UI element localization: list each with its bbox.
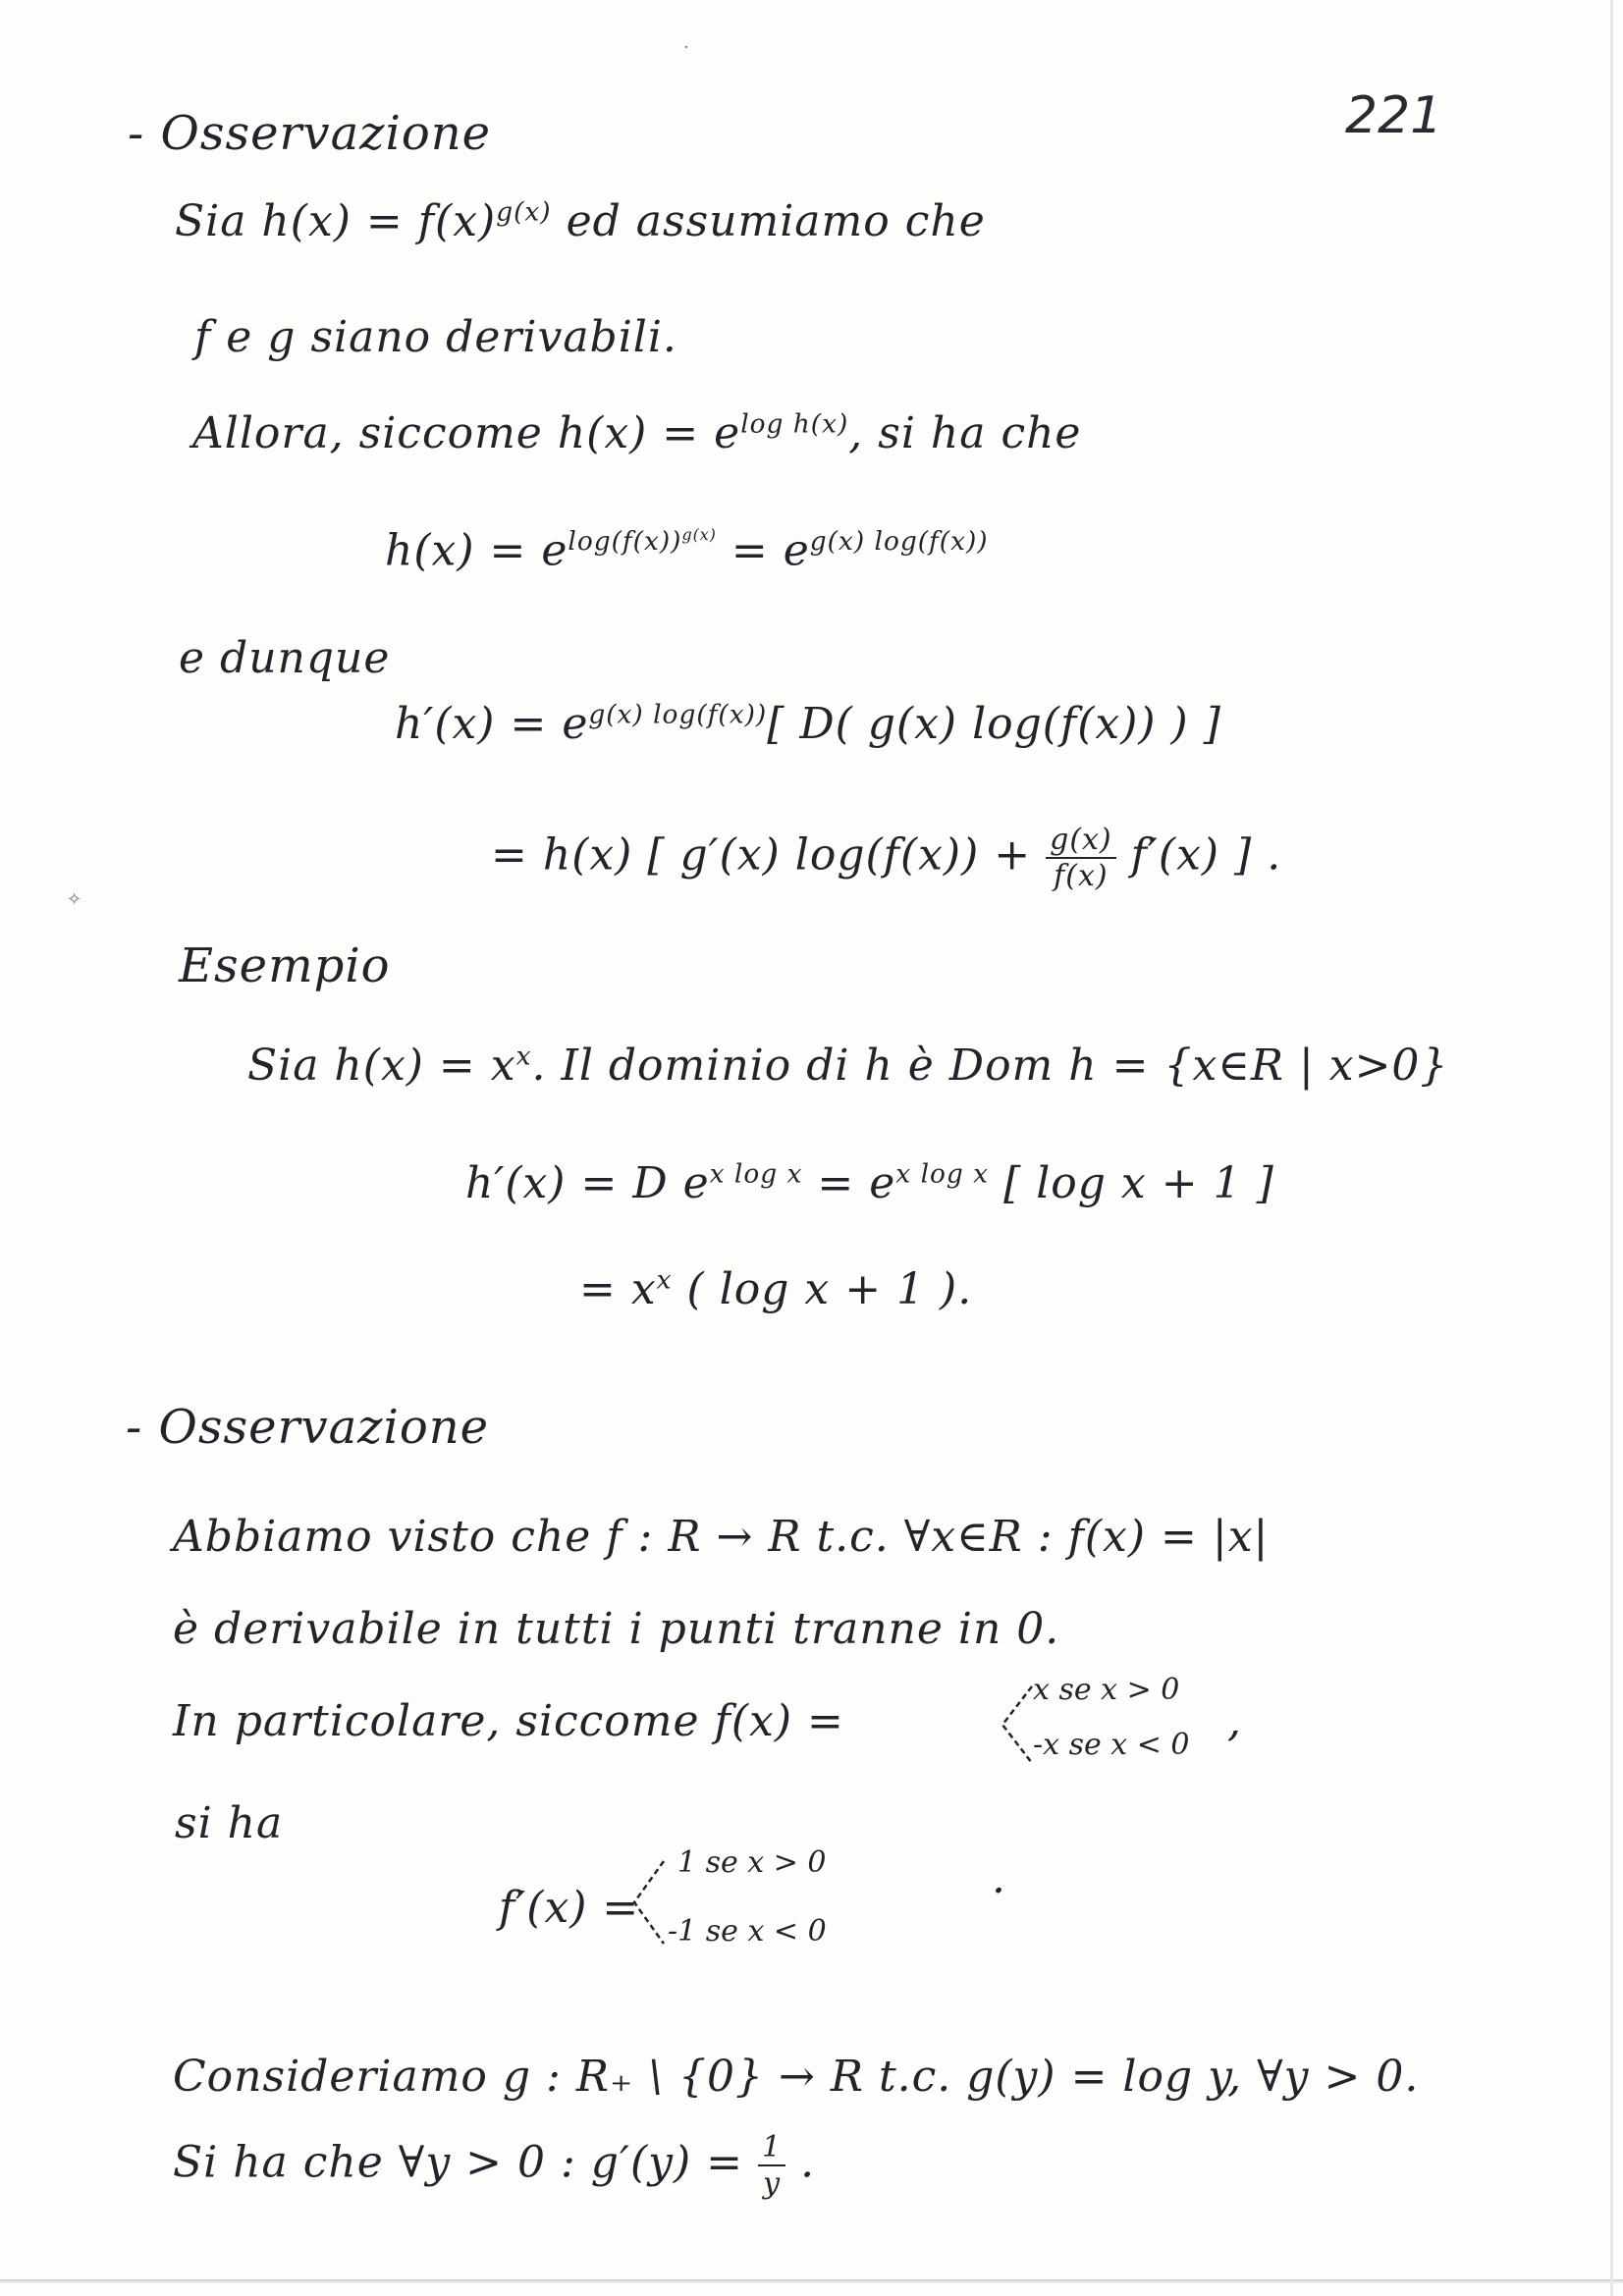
obs1-equation-2 (395, 699, 1221, 749)
obs2-line-4: si ha (175, 1798, 284, 1848)
obs1-eq3-b: f′(x) ] . (1115, 829, 1282, 881)
obs1-line-1-b: ed assumiamo che (551, 196, 986, 246)
obs2-line-1: Abbiamo visto che f : R → R t.c. ∀x∈R : f(x) = |x| (173, 1512, 1270, 1562)
example-eq1-exp1: x log x (709, 1158, 803, 1190)
obs2-line-3-comma: , (1227, 1696, 1242, 1746)
obs2-line-7 (173, 2130, 815, 2201)
page-right-edge (1610, 0, 1613, 2296)
obs1-line-2: f e g siano derivabili. (194, 312, 677, 362)
obs2-line-3: In particolare, siccome f(x) = (173, 1696, 844, 1746)
obs2-line-6: Consideriamo g : R₊ \ {0} → R t.c. g(y) = log y, ∀y > 0. (173, 2052, 1420, 2102)
example-eq2-exp: x (656, 1264, 673, 1296)
observation-2-heading: - Osservazione (126, 1400, 490, 1455)
obs2-line-7-den: y (763, 2166, 782, 2201)
obs2-line-7-a: Si ha che ∀y > 0 : g′(y) = (173, 2137, 758, 2188)
obs1-eq2-a: h′(x) = e (395, 699, 589, 749)
obs1-line-1-a: Sia h(x) = f(x) (175, 196, 497, 246)
example-line-1-b: . Il dominio di h è Dom h = {x∈R | x>0} (531, 1041, 1449, 1091)
obs2-line-7-num: 1 (758, 2130, 785, 2166)
obs2-derivative-period: . (992, 1853, 1006, 1903)
obs1-line-3-a: Allora, siccome h(x) = e (192, 408, 741, 458)
obs1-eq1-exp1: log(f(x)) (568, 525, 682, 557)
obs2-line-7-b: . (785, 2137, 816, 2188)
example-line-1-exp: x (515, 1041, 532, 1072)
obs1-eq1-exp2: g(x) log(f(x)) (809, 525, 989, 557)
page-number: 221 (1345, 86, 1443, 145)
obs1-eq1-mid: = e (716, 525, 810, 576)
obs1-equation-3 (491, 823, 1281, 893)
paper-speck: · (683, 37, 689, 58)
obs2-line-2: è derivabile in tutti i punti tranne in 0. (173, 1604, 1060, 1654)
obs1-eq3-fraction (1046, 823, 1116, 893)
obs1-line-3-exp: log h(x) (740, 408, 849, 440)
obs1-line-3-b: , si ha che (848, 408, 1082, 458)
obs1-eq3-num: g(x) (1046, 823, 1116, 859)
example-eq1-a: h′(x) = D e (465, 1158, 710, 1208)
obs2-case-1: x se x > 0 (1033, 1673, 1180, 1707)
paper-speck: ✧ (67, 889, 82, 910)
obs2-derivative-lhs: f′(x) = (499, 1883, 640, 1933)
obs2-case-2: -x se x < 0 (1033, 1728, 1190, 1762)
obs1-equation-1 (385, 525, 989, 575)
obs1-eq3-den: f(x) (1054, 859, 1109, 893)
obs2-derivative-case-1: 1 se x > 0 (677, 1845, 827, 1880)
obs1-line-1 (175, 196, 986, 246)
obs1-eq1-exp1b: g(x) (681, 525, 717, 544)
example-eq1-b: [ log x + 1 ] (989, 1158, 1274, 1208)
obs1-eq3-a: = h(x) [ g′(x) log(f(x)) + (491, 829, 1047, 881)
example-line-1-a: Sia h(x) = x (247, 1041, 516, 1091)
obs1-eq1-a: h(x) = e (385, 525, 568, 576)
example-eq2-b: ( log x + 1 ). (672, 1264, 973, 1314)
example-equation-1 (465, 1158, 1274, 1208)
obs1-eq2-exp: g(x) log(f(x)) (588, 699, 768, 730)
obs1-line-1-exp: g(x) (496, 196, 552, 228)
example-eq1-mid: = e (802, 1158, 896, 1208)
obs1-line-3 (192, 408, 1081, 458)
obs1-eq2-b: [ D( g(x) log(f(x)) ) ] (767, 699, 1221, 749)
obs2-derivative-brace (628, 1853, 668, 1951)
example-line-1 (247, 1041, 1448, 1091)
example-eq2-a: = x (579, 1264, 657, 1314)
obs1-line-5: e dunque (179, 633, 391, 683)
obs2-line-7-fraction (758, 2130, 785, 2201)
page-bottom-edge (0, 2279, 1623, 2283)
observation-heading: - Osservazione (128, 106, 492, 161)
example-heading: Esempio (179, 938, 391, 993)
obs2-case-brace (997, 1681, 1036, 1769)
obs2-derivative-case-2: -1 se x < 0 (668, 1914, 827, 1949)
example-eq1-exp2: x log x (895, 1158, 990, 1190)
example-equation-2 (579, 1264, 972, 1314)
